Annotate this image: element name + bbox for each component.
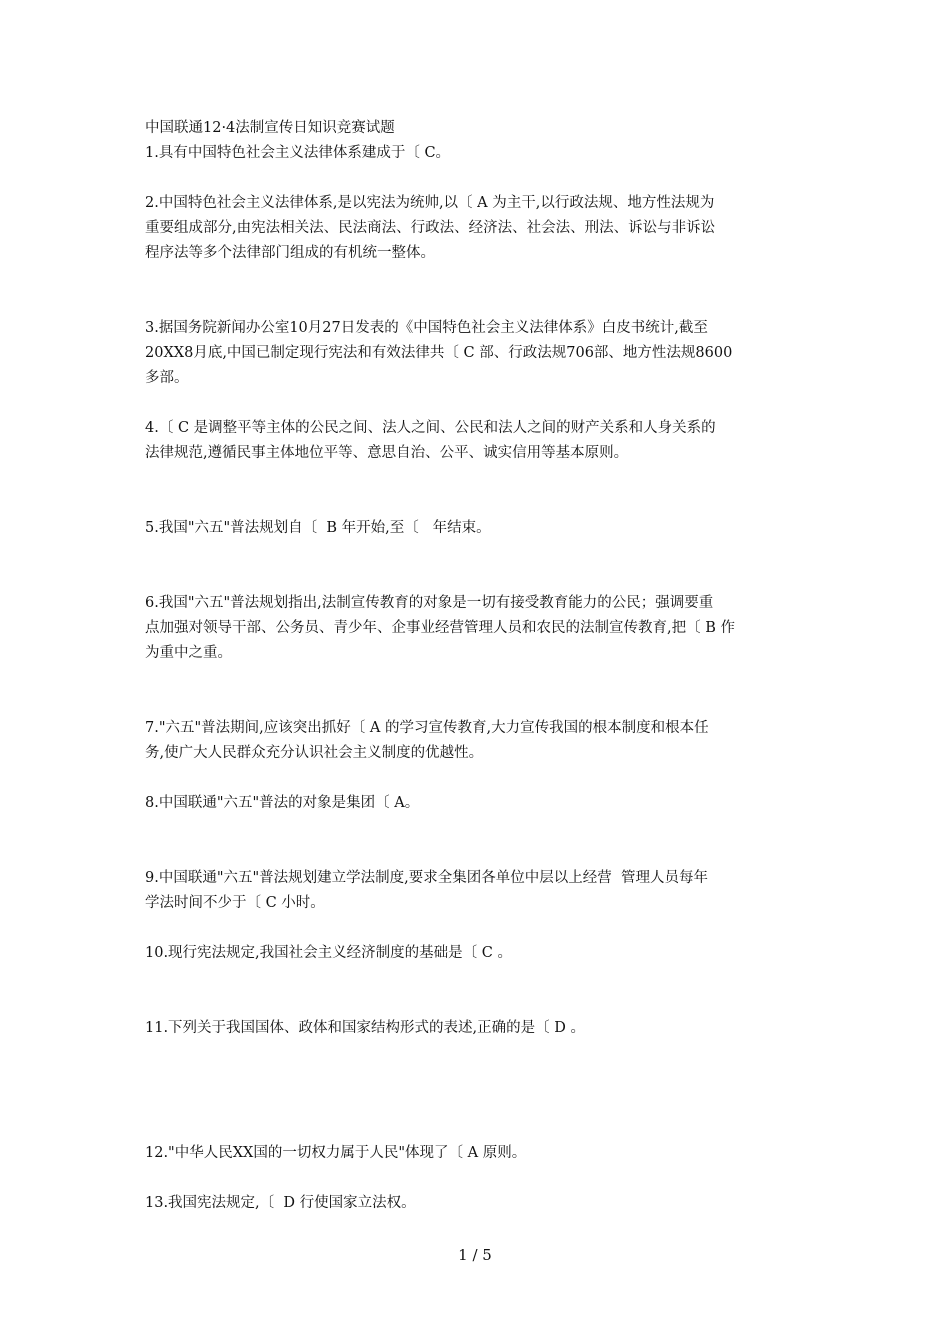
- question-2-options-row-1: [145, 266, 815, 291]
- question-3-stem-line-1: 3.据国务院新闻办公室10月27日发表的《中国特色社会主义法律体系》白皮书统计,截至: [145, 320, 708, 336]
- question-6-options-row-2: [145, 691, 815, 716]
- question-10-options-row-2: [145, 991, 815, 1016]
- question-2-stem-line-1: 2.中国特色社会主义法律体系,是以宪法为统帅,以〔 A 为主干,以行政法规、地方性法规为: [145, 195, 715, 211]
- question-8-stem: 8.中国联通"六五"普法的对象是集团〔 A。: [145, 795, 420, 811]
- question-5-stem: 5.我国"六五"普法规划自〔 B 年开始,至〔 年结束。: [145, 520, 491, 536]
- question-2-stem-line-3: 程序法等多个法律部门组成的有机统一整体。: [145, 245, 435, 261]
- question-11-options-row-4: [145, 1116, 815, 1141]
- question-3-stem-line-3: 多部。: [145, 370, 189, 386]
- question-7-stem-line-2: 务,使广大人民群众充分认识社会主义制度的优越性。: [145, 745, 484, 761]
- question-11-options-row-3: [145, 1091, 815, 1116]
- document-title: 中国联通12·4法制宣传日知识竞赛试题: [145, 120, 395, 136]
- page-number: 1 / 5: [458, 1246, 492, 1264]
- question-3-stem-line-2: 20XX8月底,中国已制定现行宪法和有效法律共〔 C 部、行政法规706部、地方性法规8600: [145, 345, 733, 361]
- question-10-stem: 10.现行宪法规定,我国社会主义经济制度的基础是〔 C 。: [145, 945, 512, 961]
- question-4-options-row-2: [145, 491, 815, 516]
- question-8-options-row-2: [145, 841, 815, 866]
- question-2-stem-line-2: 重要组成部分,由宪法相关法、民法商法、行政法、经济法、社会法、刑法、诉讼与非诉讼: [145, 220, 716, 236]
- question-11-options-row-2: [145, 1066, 815, 1091]
- question-5-options-row-1: [145, 541, 815, 566]
- question-12-options: [145, 1166, 815, 1191]
- question-6-stem-line-2: 点加强对领导干部、公务员、青少年、企事业经营管理人员和农民的法制宣传教育,把〔 B 作: [145, 620, 735, 636]
- question-2-options-row-2: [145, 291, 815, 316]
- question-10-options-row-1: [145, 966, 815, 991]
- question-13-stem: 13.我国宪法规定,〔 D 行使国家立法权。: [145, 1195, 416, 1211]
- question-4-stem-line-2: 法律规范,遵循民事主体地位平等、意思自治、公平、诚实信用等基本原则。: [145, 445, 629, 461]
- question-12-stem: 12."中华人民XX国的一切权力属于人民"体现了〔 A 原则。: [145, 1145, 527, 1161]
- question-11-options-row-1: [145, 1041, 815, 1066]
- question-7-options: [145, 766, 815, 791]
- question-11-stem: 11.下列关于我国国体、政体和国家结构形式的表述,正确的是〔 D 。: [145, 1020, 586, 1036]
- question-5-options-row-2: [145, 566, 815, 591]
- question-4-options-row-1: [145, 466, 815, 491]
- question-9-stem-line-2: 学法时间不少于〔 C 小时。: [145, 895, 325, 911]
- question-9-options: [145, 916, 815, 941]
- question-4-stem-line-1: 4.〔 C 是调整平等主体的公民之间、法人之间、公民和法人之间的财产关系和人身关系的: [145, 420, 716, 436]
- question-3-options: [145, 391, 815, 416]
- question-7-stem-line-1: 7."六五"普法期间,应该突出抓好〔 A 的学习宣传教育,大力宣传我国的根本制度和根本任: [145, 720, 709, 736]
- question-9-stem-line-1: 9.中国联通"六五"普法规划建立学法制度,要求全集团各单位中层以上经营 管理人员每年: [145, 870, 708, 886]
- question-6-options-row-1: [145, 666, 815, 691]
- question-8-options-row-1: [145, 816, 815, 841]
- question-1-stem: 1.具有中国特色社会主义法律体系建成于〔 C。: [145, 145, 451, 161]
- question-6-stem-line-1: 6.我国"六五"普法规划指出,法制宣传教育的对象是一切有接受教育能力的公民；强调要重: [145, 595, 714, 611]
- question-6-stem-line-3: 为重中之重。: [145, 645, 232, 661]
- question-1-options: [145, 166, 815, 191]
